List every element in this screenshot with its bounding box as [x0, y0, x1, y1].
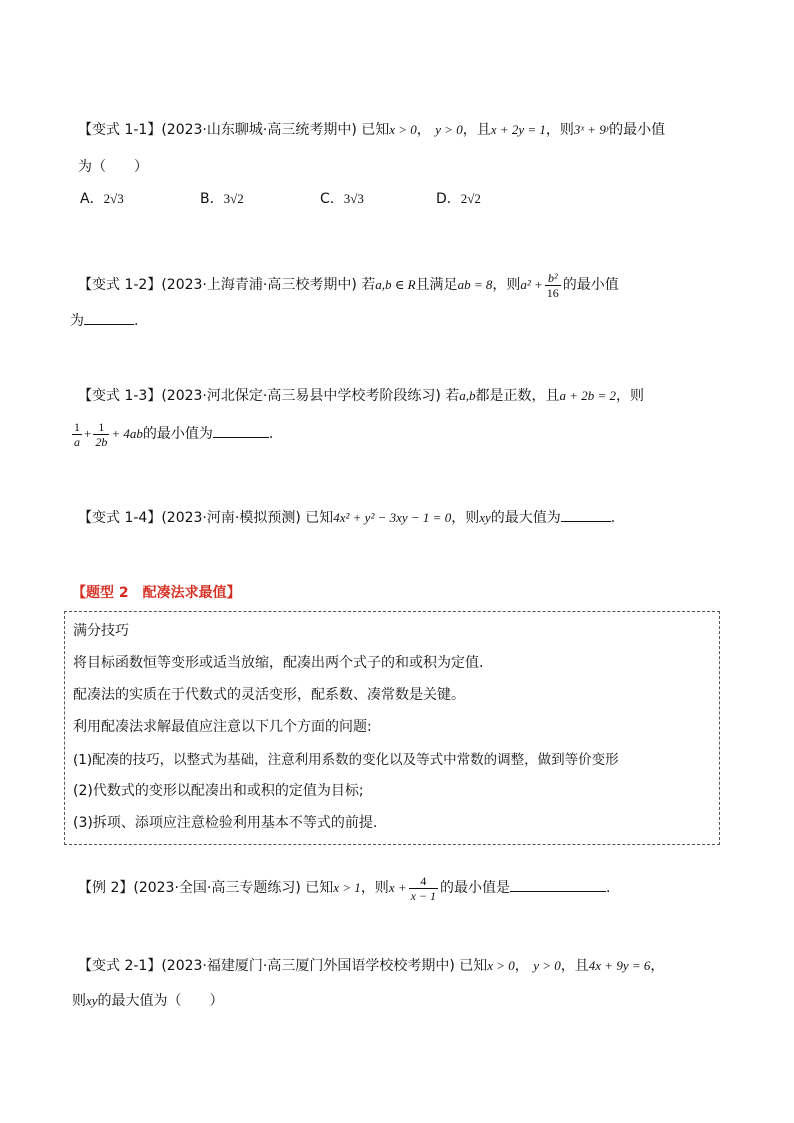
problem-text: ，且 — [560, 958, 589, 974]
math-condition: ab = 8 — [457, 277, 493, 292]
choice-value: 3√2 — [223, 191, 244, 206]
problem-v13-line2 — [70, 418, 273, 450]
answer-blank[interactable] — [510, 877, 606, 892]
tips-line: (1)配凑的技巧，以整式为基础，注意利用系数的变化以及等式中常数的调整，做到等价变形 — [73, 752, 619, 768]
problem-text: 为 — [70, 313, 84, 329]
problem-text: . — [268, 426, 274, 442]
math-operator: + — [84, 426, 92, 441]
tips-line: 利用配凑法求解最值应注意以下几个方面的问题: — [73, 719, 372, 735]
problem-text: ， — [650, 958, 665, 974]
choice-a[interactable] — [80, 188, 124, 208]
choice-value: 2√2 — [460, 191, 481, 206]
problem-text: 的最大值为 — [490, 510, 561, 526]
math-expression: x + — [388, 880, 407, 895]
problem-source: (2023·河南·模拟预测) — [161, 510, 301, 526]
choice-letter: C． — [320, 191, 344, 207]
problem-label: 【变式 1-2】 — [78, 277, 162, 293]
problem-v11-line1 — [78, 120, 665, 140]
math-expression: a² + — [520, 277, 543, 292]
problem-text: ，则 — [360, 880, 389, 896]
problem-text: ，则 — [545, 122, 574, 138]
fraction-numerator: 4 — [409, 874, 438, 889]
problem-text: ，则 — [451, 510, 480, 526]
problem-source: (2023·河北保定·高三易县中学校考阶段练习) — [161, 388, 441, 404]
problem-label: 【变式 1-1】 — [78, 122, 162, 138]
math-condition: y > 0 — [533, 958, 561, 973]
fraction-numerator: 1 — [74, 419, 80, 434]
problem-text: ，则 — [616, 388, 645, 404]
problem-text: 已知 — [361, 122, 390, 138]
math-condition: 4x² + y² − 3xy − 1 = 0 — [333, 510, 452, 525]
tips-line: (2)代数式的变形以配凑出和或积的定值为目标; — [73, 783, 364, 799]
math-condition: 4x + 9y = 6 — [588, 958, 651, 973]
fraction — [93, 420, 109, 449]
fraction-numerator: 1 — [93, 420, 109, 435]
problem-ex2 — [78, 872, 611, 904]
choice-letter: D． — [436, 191, 461, 207]
fraction-numerator: b² — [545, 271, 561, 286]
choice-value: 2√3 — [103, 191, 124, 206]
choice-letter: B． — [200, 191, 224, 207]
choice-c[interactable] — [320, 188, 364, 208]
tips-title: 满分技巧 — [73, 623, 129, 639]
fraction — [545, 271, 561, 300]
problem-source: (2023·全国·高三专题练习) — [133, 880, 301, 896]
problem-text: . — [610, 510, 616, 526]
answer-blank[interactable] — [213, 423, 269, 438]
fraction — [409, 874, 438, 903]
problem-text: 已知 — [305, 510, 334, 526]
problem-text: 已知 — [459, 958, 488, 974]
tips-line: 将目标函数恒等变形或适当放缩，配凑出两个式子的和或积为定值. — [73, 655, 484, 671]
problem-source: (2023·山东聊城·高三统考期中) — [161, 122, 357, 138]
problem-text: 都是正数，且 — [475, 388, 560, 404]
problem-text: 已知 — [305, 880, 334, 896]
problem-v21-line1 — [78, 956, 664, 976]
tips-box — [64, 611, 720, 845]
math-condition: a,b ∈ R — [375, 277, 416, 292]
answer-paren: 为（ ） — [78, 159, 148, 175]
problem-label: 【变式 2-1】 — [78, 958, 162, 974]
math-expression: 3ˣ + 9ʸ — [573, 122, 610, 137]
math-condition: x > 0 — [487, 958, 515, 973]
math-condition: a,b — [459, 388, 476, 403]
math-condition: x > 1 — [333, 880, 361, 895]
choice-letter: A． — [80, 191, 104, 207]
fraction-denominator: 2b — [95, 434, 108, 449]
problem-source: (2023·上海青浦·高三校考期中) — [161, 277, 357, 293]
problem-label: 【变式 1-4】 — [78, 510, 162, 526]
problem-v12-line2 — [70, 310, 138, 331]
problem-v21-line2 — [72, 991, 224, 1011]
problem-v14 — [78, 507, 615, 528]
math-expression: xy — [479, 510, 491, 525]
problem-text: 的最小值 — [609, 122, 666, 138]
answer-blank[interactable] — [84, 310, 134, 325]
problem-text: 的最小值为 — [142, 426, 213, 442]
tips-line: 配凑法的实质在于代数式的灵活变形，配系数、凑常数是关键。 — [73, 687, 465, 703]
fraction — [72, 420, 82, 449]
math-condition: y > 0 — [435, 122, 463, 137]
problem-text: 的最小值 — [562, 277, 619, 293]
problem-text: ， — [416, 122, 431, 138]
problem-text: . — [606, 880, 611, 896]
problem-text: 且满足 — [415, 277, 458, 293]
problem-source: (2023·福建厦门·高三厦门外国语学校校考期中) — [161, 958, 455, 974]
problem-text: ，且 — [462, 122, 491, 138]
choice-value: 3√3 — [343, 191, 364, 206]
problem-text: ，则 — [492, 277, 521, 293]
math-expression: xy — [86, 993, 98, 1008]
tips-line: (3)拆项、添项应注意检验利用基本不等式的前提. — [73, 815, 378, 831]
problem-v13-line1 — [78, 386, 644, 406]
problem-text: 若 — [361, 277, 376, 293]
problem-v11-line2 — [78, 157, 148, 177]
problem-text: 的最小值是 — [440, 880, 511, 896]
section-heading: 【题型 2 配凑法求最值】 — [72, 585, 241, 601]
answer-paren: 的最大值为（ ） — [97, 993, 224, 1009]
problem-label: 【变式 1-3】 — [78, 388, 162, 404]
problem-label: 【例 2】 — [78, 880, 134, 896]
choice-d[interactable] — [436, 188, 481, 208]
problem-text: . — [134, 313, 139, 329]
problem-text: ， — [514, 958, 529, 974]
math-condition: x + 2y = 1 — [490, 122, 546, 137]
answer-blank[interactable] — [561, 507, 611, 522]
math-expression: + 4ab — [111, 426, 143, 441]
problem-text: 若 — [445, 388, 460, 404]
fraction-denominator: 16 — [546, 285, 559, 300]
math-condition: x > 0 — [389, 122, 417, 137]
fraction-denominator: x − 1 — [410, 888, 437, 903]
problem-v12-line1 — [78, 270, 619, 300]
math-condition: a + 2b = 2 — [559, 388, 617, 403]
problem-text: 则 — [72, 993, 86, 1009]
choice-b[interactable] — [200, 188, 244, 208]
fraction-denominator: a — [74, 434, 80, 449]
